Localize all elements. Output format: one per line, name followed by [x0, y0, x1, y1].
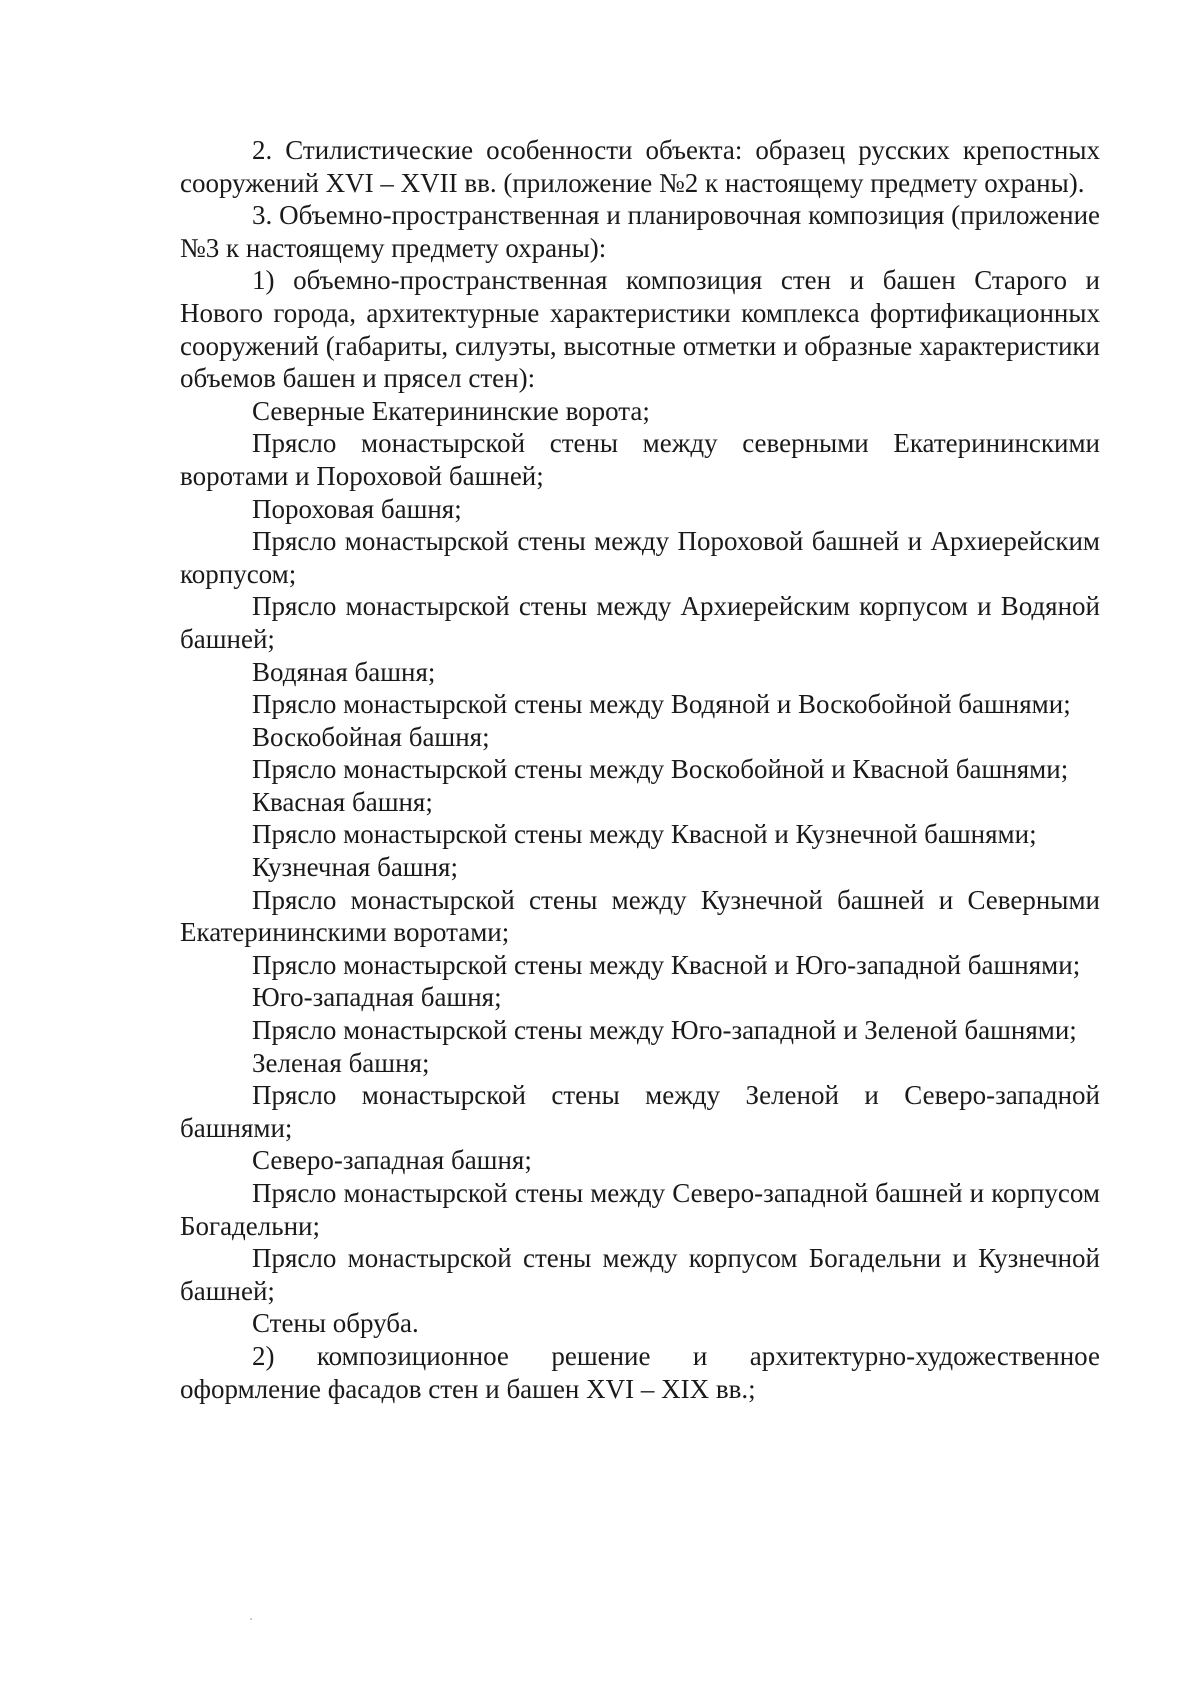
list-item: Северо-западная башня; — [252, 1145, 532, 1176]
list-item: Прясло монастырской стены между Архиерейским корпусом и Водяной башней; — [180, 591, 1100, 654]
paragraph-walls-towers-composition: 1) объемно-пространственная композиция стен и башен Старого и Нового города, архитектурные характеристики комплекса фортификационных сооружений (габариты, силуэты, высотные отметки и образные характеристики объемов башен и прясел стен): — [180, 265, 1100, 394]
list-item: Прясло монастырской стены между Водяной и Воскобойной башнями; — [252, 689, 1071, 720]
document-body — [180, 134, 1100, 1405]
list-item: Воскобойная башня; — [252, 721, 490, 752]
list-item: Прясло монастырской стены между Зеленой и Северо-западной башнями; — [180, 1080, 1100, 1143]
paragraph-facade-design: 2) композиционное решение и архитектурно-художественное оформление фасадов стен и башен XVI – XIX вв.; — [180, 1340, 1100, 1404]
list-item: Кузнечная башня; — [252, 852, 458, 883]
list-item: Северные Екатерининские ворота; — [252, 395, 650, 426]
list-item: Водяная башня; — [252, 656, 436, 687]
paragraph-spatial-composition: 3. Объемно-пространственная и планировочная композиция (приложение №3 к настоящему предмету охраны): — [180, 200, 1100, 263]
list-item: Зеленая башня; — [252, 1047, 430, 1078]
paragraph-stylistic-features: 2. Стилистические особенности объекта: образец русских крепостных сооружений XVI – XVII вв. (приложение №2 к настоящему предмету охраны). — [180, 135, 1100, 198]
list-item: Прясло монастырской стены между северными Екатерининскими воротами и Пороховой башней; — [180, 428, 1100, 491]
list-item: Пороховая башня; — [252, 493, 462, 524]
list-item: Стены обруба. — [252, 1308, 419, 1339]
scan-speck — [250, 1618, 252, 1620]
list-item: Прясло монастырской стены между корпусом Богадельни и Кузнечной башней; — [180, 1243, 1100, 1306]
list-item: Прясло монастырской стены между Пороховой башней и Архиерейским корпусом; — [180, 526, 1100, 589]
list-item: Прясло монастырской стены между Кузнечной башней и Северными Екатерининскими воротами; — [180, 884, 1100, 948]
list-item: Прясло монастырской стены между Квасной и Кузнечной башнями; — [252, 819, 1037, 850]
list-item: Юго-западная башня; — [252, 982, 502, 1013]
list-item: Прясло монастырской стены между Воскобойной и Квасной башнями; — [252, 754, 1069, 785]
list-item: Прясло монастырской стены между Северо-западной башней и корпусом Богадельни; — [180, 1178, 1100, 1241]
list-item: Прясло монастырской стены между Квасной и Юго-западной башнями; — [252, 949, 1081, 980]
list-item: Прясло монастырской стены между Юго-западной и Зеленой башнями; — [252, 1015, 1077, 1046]
list-item: Квасная башня; — [252, 786, 433, 817]
